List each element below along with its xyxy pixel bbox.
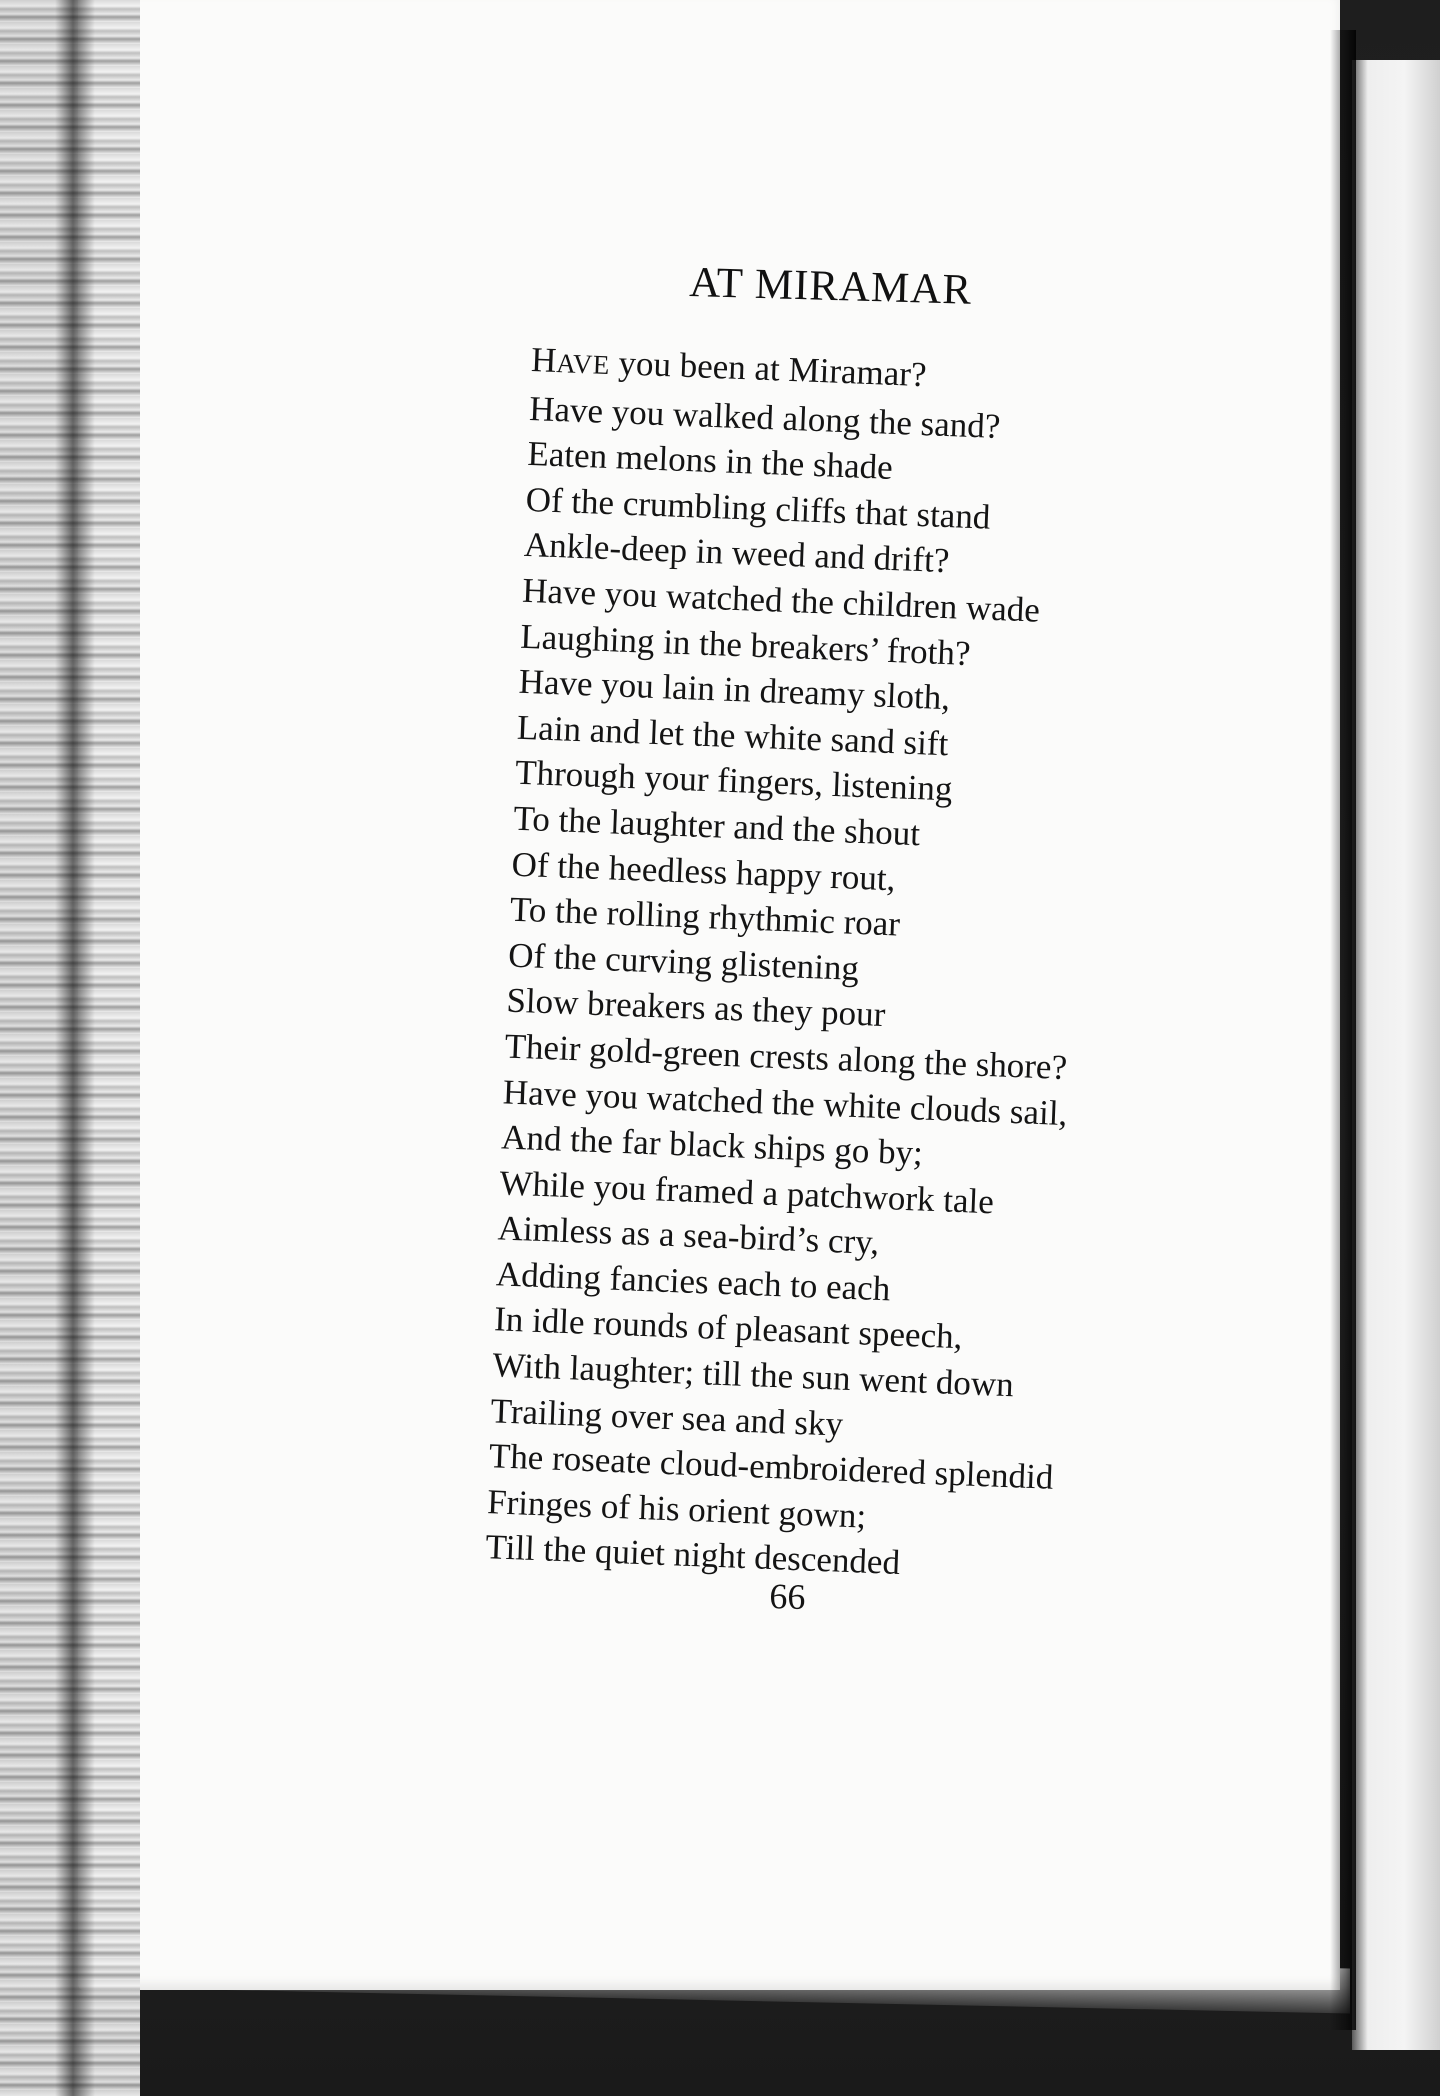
book-gutter [1330,30,1356,2030]
page-edge-shadow [55,0,95,2096]
poem-title: AT MIRAMAR [688,258,973,314]
poem-line: Laughing in the breakers’ froth? [519,616,972,673]
poem-line: While you framed a patchwork tale [498,1163,995,1222]
poem-line: And the far black ships go by; [500,1117,924,1173]
poem-line: Slow breakers as they pour [505,980,887,1035]
facing-page-edge [1352,60,1440,2050]
poem-line: Of the curving glistening [507,935,860,988]
poem-line: Trailing over sea and sky [490,1390,844,1444]
poem-line: Of the heedless happy rout, [511,844,897,898]
poem-line: To the laughter and the shout [512,798,921,854]
poem-line: Their gold-green crests along the shore? [504,1026,1068,1087]
poem-line: Through your fingers, listening [514,753,954,809]
poem-line: Ankle-deep in weed and drift? [523,525,951,581]
poem-line: Eaten melons in the shade [526,434,894,488]
poem-body [485,337,1097,1592]
poem-line: In idle rounds of pleasant speech, [493,1299,964,1357]
poem-line: Fringes of his orient gown; [486,1481,867,1536]
poem-line: Have you watched the children wade [521,570,1041,630]
poem-line: Have you watched the white clouds sail, [502,1071,1069,1133]
poem-line: The roseate cloud-embroidered splendid [488,1436,1055,1498]
poem-line: Have you walked along the sand? [528,388,1002,446]
poem-line: With laughter; till the sun went down [491,1345,1015,1405]
poem-line: Aimless as a sea-bird’s cry, [497,1208,880,1263]
poem-line: Lain and let the white sand sift [516,707,950,764]
page-number: 66 [768,1575,806,1617]
poem-line: Of the crumbling cliffs that stand [525,479,992,537]
poem-line: Have you lain in dreamy sloth, [518,661,951,718]
small-caps-initial: H [530,339,558,380]
poem-line: Adding fancies each to each [495,1254,892,1309]
small-caps-rest: AVE [555,347,611,380]
first-line-text: you been at Miramar? [609,343,928,395]
poem-line: To the rolling rhythmic roar [509,889,901,944]
poem-line: Till the quiet night descended [484,1527,901,1583]
